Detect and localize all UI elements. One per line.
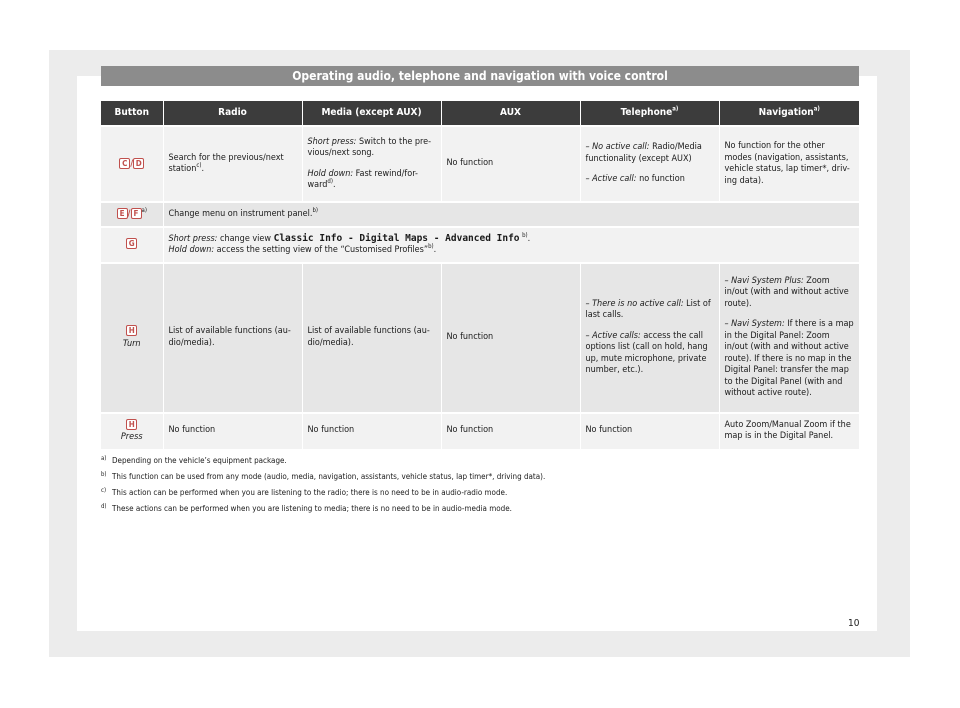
navigation-text: Zoom in/out (with and without active route). xyxy=(724,275,849,309)
press-label: Press xyxy=(120,432,143,442)
header-navigation-label: Navigation xyxy=(758,107,814,119)
header-button: Button xyxy=(101,101,163,126)
header-navigation xyxy=(719,101,859,126)
button-key-e: E xyxy=(117,208,128,219)
button-key-g: G xyxy=(126,238,137,249)
telephone-text: Radio/Media functionality (except AUX) xyxy=(585,142,702,164)
button-key-c: C xyxy=(119,158,130,169)
footnote-mark: a) xyxy=(101,455,107,462)
footnote-ref: b) xyxy=(428,243,434,250)
voice-control-table xyxy=(101,101,859,449)
no-active-call-label: – No active call: xyxy=(585,142,650,153)
short-press-label: Short press: xyxy=(168,233,218,244)
navigation-cell: No function for the other modes (navigation, assistants, vehicle status, lap timer*, driv-ing data). xyxy=(719,126,859,202)
footnote-ref: b) xyxy=(312,206,319,214)
telephone-cell: No function xyxy=(580,413,719,449)
button-cell xyxy=(101,413,163,449)
table-row xyxy=(101,227,859,263)
radio-text: Search for the previous/next station xyxy=(168,152,284,174)
media-cell: No function xyxy=(302,413,441,449)
page-number: 10 xyxy=(848,618,860,629)
media-cell: List of available functions (au-dio/media). xyxy=(302,263,441,413)
change-view-end: . xyxy=(527,233,531,244)
media-hold-end: . xyxy=(332,180,336,190)
table-row xyxy=(101,126,859,202)
key-separator: / xyxy=(130,158,134,169)
media-cell xyxy=(302,126,441,202)
button-cell xyxy=(101,202,163,227)
navi-system-label: – Navi System: xyxy=(724,319,785,329)
active-call-label: – Active call: xyxy=(585,174,637,185)
header-radio: Radio xyxy=(163,101,302,126)
telephone-text: access the call options list (call on hold, hang up, mute microphone, private number, etc.). xyxy=(585,330,708,375)
telephone-text: no function xyxy=(636,174,685,185)
table-row xyxy=(101,263,859,413)
table-header-row xyxy=(101,101,859,126)
header-telephone-note: a) xyxy=(672,105,679,113)
telephone-text: List of last calls. xyxy=(585,298,711,320)
navigation-text: If there is a map in the Digital Panel: Zoom in/out (with and without active route). If there is no map in the Digital Panel: transfer the map to the Digital Panel (with and without active route). xyxy=(724,319,854,398)
footnote-mark: c) xyxy=(101,487,107,494)
footnote-ref: d) xyxy=(327,178,333,185)
footnote-mark: b) xyxy=(101,471,107,478)
aux-cell: No function xyxy=(441,126,580,202)
merged-cell xyxy=(163,202,859,227)
settings-view-text: access the setting view of the “Customised Profiles” xyxy=(214,245,429,255)
footnote-mark: d) xyxy=(101,503,107,510)
button-cell xyxy=(101,263,163,413)
settings-view-end: . xyxy=(433,245,437,255)
button-cell xyxy=(101,227,163,263)
navigation-cell: Auto Zoom/Manual Zoom if the map is in the Digital Panel. xyxy=(719,413,859,449)
footnotes xyxy=(101,455,861,519)
button-key-d: D xyxy=(133,158,144,169)
footnote xyxy=(101,487,861,498)
header-telephone-label: Telephone xyxy=(620,107,673,119)
section-title: Operating audio, telephone and navigation with voice control xyxy=(101,66,859,86)
header-telephone xyxy=(580,101,719,126)
header-navigation-note: a) xyxy=(813,105,820,113)
telephone-cell xyxy=(580,126,719,202)
radio-text-end: . xyxy=(201,164,205,174)
merged-cell xyxy=(163,227,859,263)
table-row xyxy=(101,413,859,449)
footnote-text: This action can be performed when you are listening to the radio; there is no need to be in audio-radio mode. xyxy=(112,488,508,497)
button-key-f: F xyxy=(131,208,142,219)
key-separator: / xyxy=(127,209,131,219)
radio-cell xyxy=(163,126,302,202)
short-press-label: Short press: xyxy=(307,136,357,147)
navi-system-plus-label: – Navi System Plus: xyxy=(724,275,804,286)
footnote-ref: a) xyxy=(141,207,147,214)
footnote-text: Depending on the vehicle’s equipment package. xyxy=(112,456,287,465)
aux-cell: No function xyxy=(441,263,580,413)
footnote-ref: b) xyxy=(522,231,528,239)
change-view-text: change view xyxy=(217,233,274,244)
footnote-text: These actions can be performed when you are listening to media; there is no need to be in audio-media mode. xyxy=(112,504,512,513)
view-options-text: Classic Info - Digital Maps - Advanced Info xyxy=(273,232,520,244)
header-media: Media (except AUX) xyxy=(302,101,441,126)
table-row xyxy=(101,202,859,227)
hold-down-label: Hold down: xyxy=(168,245,215,255)
media-hold-text: Fast rewind/for-ward xyxy=(307,168,418,190)
turn-label: Turn xyxy=(122,338,141,349)
radio-cell: No function xyxy=(163,413,302,449)
footnote xyxy=(101,455,861,466)
hold-down-label: Hold down: xyxy=(307,168,354,179)
telephone-cell xyxy=(580,263,719,413)
footnote xyxy=(101,471,861,482)
aux-cell: No function xyxy=(441,413,580,449)
radio-cell: List of available functions (au-dio/media). xyxy=(163,263,302,413)
button-cell xyxy=(101,126,163,202)
active-calls-label: – Active calls: xyxy=(585,330,641,341)
no-active-call-label: – There is no active call: xyxy=(585,298,684,309)
navigation-cell xyxy=(719,263,859,413)
change-menu-text: Change menu on instrument panel. xyxy=(168,208,313,219)
footnote xyxy=(101,503,861,514)
footnote-ref: c) xyxy=(196,162,202,169)
footnote-text: This function can be used from any mode (audio, media, navigation, assistants, vehicle status, lap timer*, driving data). xyxy=(112,472,546,481)
media-short-press-text: Switch to the pre-vious/next song. xyxy=(307,136,432,158)
header-aux: AUX xyxy=(441,101,580,126)
button-key-h: H xyxy=(126,419,137,430)
button-key-h: H xyxy=(126,325,137,336)
